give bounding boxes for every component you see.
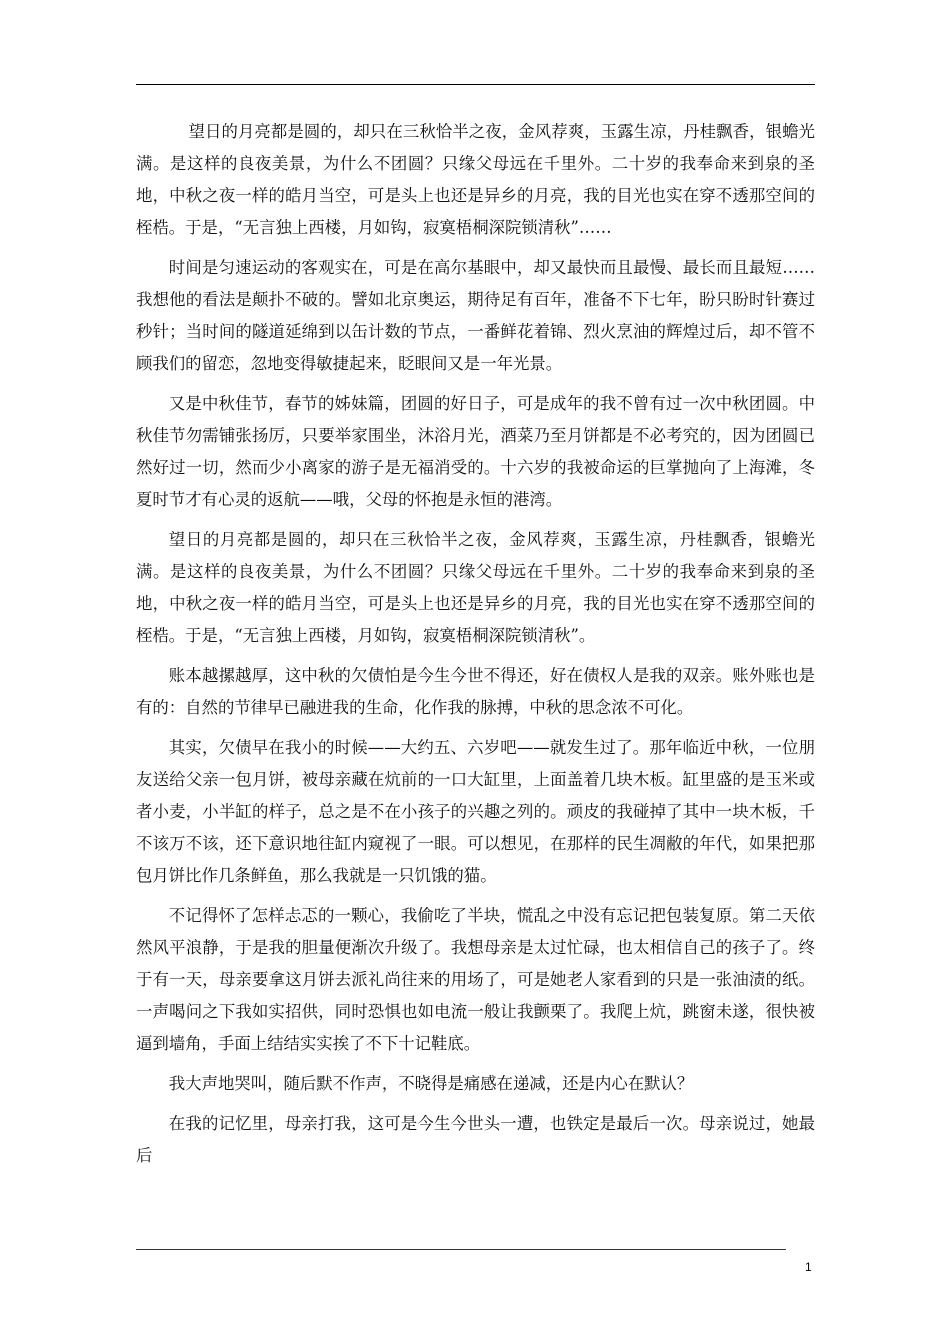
paragraph-9: 在我的记忆里，母亲打我，这可是今生今世头一遭，也铁定是最后一次。母亲说过，她最后 [136,1114,815,1165]
footer-rule [136,1249,786,1250]
paragraph-2: 时间是匀速运动的客观实在，可是在高尔基眼中，却又最快而且最慢、最长而且最短……我想他的看法是颠扑不破的。譬如北京奥运，期待足有百年，准备不下七年，盼只盼时针赛过秒针；当时间的隧道延绵到以缶计数的节点，一番鲜花着锦、烈火烹油的辉煌过后，却不管不顾我们的留恋，忽地变得敏捷起来，眨眼间又是一年光景。 [136,258,815,373]
paragraph-8: 我大声地哭叫，随后默不作声，不晓得是痛感在递减，还是内心在默认？ [168,1074,694,1093]
page-number: 1 [805,1260,812,1274]
paragraph-4: 望日的月亮都是圆的，却只在三秋恰半之夜，金风荐爽，玉露生凉，丹桂飘香，银蟾光满。是这样的良夜美景，为什么不团圆？只缘父母远在千里外。二十岁的我奉命来到泉的圣地，中秋之夜一样的皓月当空，可是头上也还是异乡的月亮，我的目光也实在穿不透那空间的桎梏。于是，“无言独上西楼，月如钩，寂寞梧桐深院锁清秋”。 [136,530,815,645]
paragraph-3: 又是中秋佳节，春节的姊妹篇，团圆的好日子，可是成年的我不曾有过一次中秋团圆。中秋佳节勿需铺张扬厉，只要举家围坐，沐浴月光，酒菜乃至月饼都是不必考究的，因为团圆已然好过一切，然而少小离家的游子是无福消受的。十六岁的我被命运的巨掌抛向了上海滩，冬夏时节才有心灵的返航——哦，父母的怀抱是永恒的港湾。 [136,394,815,509]
document-body [136,116,815,1180]
header-rule [136,84,815,85]
paragraph-5: 账本越摞越厚，这中秋的欠债怕是今生今世不得还，好在债权人是我的双亲。账外账也是有的：自然的节律早已融进我的生命，化作我的脉搏，中秋的思念浓不可化。 [136,666,815,717]
paragraph-1: 望日的月亮都是圆的，却只在三秋恰半之夜，金风荐爽，玉露生凉，丹桂飘香，银蟾光满。是这样的良夜美景，为什么不团圆？只缘父母远在千里外。二十岁的我奉命来到泉的圣地，中秋之夜一样的皓月当空，可是头上也还是异乡的月亮，我的目光也实在穿不透那空间的桎梏。于是，“无言独上西楼，月如钩，寂寞梧桐深院锁清秋”…… [136,122,815,237]
paragraph-6: 其实，欠债早在我小的时候——大约五、六岁吧——就发生过了。那年临近中秋，一位朋友送给父亲一包月饼，被母亲藏在炕前的一口大缸里，上面盖着几块木板。缸里盛的是玉米或者小麦，小半缸的样子，总之是不在小孩子的兴趣之列的。顽皮的我碰掉了其中一块木板，千不该万不该，还下意识地往缸内窥视了一眼。可以想见，在那样的民生凋敝的年代，如果把那包月饼比作几条鲜鱼，那么我就是一只饥饿的猫。 [136,738,815,885]
paragraph-7: 不记得怀了怎样忐忑的一颗心，我偷吃了半块，慌乱之中没有忘记把包装复原。第二天依然风平浪静，于是我的胆量便渐次升级了。我想母亲是太过忙碌，也太相信自己的孩子了。终于有一天，母亲要拿这月饼去派礼尚往来的用场了，可是她老人家看到的只是一张油渍的纸。一声喝问之下我如实招供，同时恐惧也如电流一般让我颤栗了。我爬上炕，跳窗未遂，很快被逼到墙角，手面上结结实实挨了不下十记鞋底。 [136,906,815,1053]
